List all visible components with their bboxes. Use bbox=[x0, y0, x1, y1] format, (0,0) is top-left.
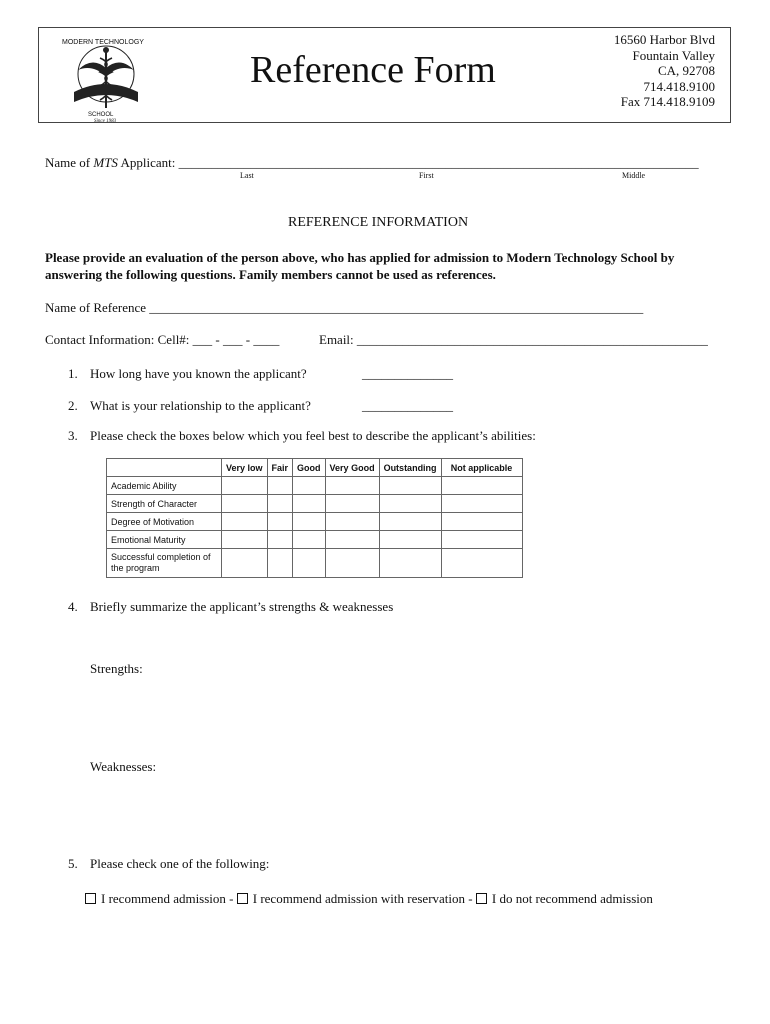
rating-cell[interactable] bbox=[441, 513, 522, 531]
row-label: Academic Ability bbox=[107, 477, 222, 495]
question-4-number: 4. bbox=[68, 599, 78, 614]
rating-cell[interactable] bbox=[379, 513, 441, 531]
svg-text:SCHOOL: SCHOOL bbox=[88, 112, 114, 118]
cell-field[interactable]: Contact Information: Cell#: ___ - ___ - ____ bbox=[45, 332, 280, 347]
table-row bbox=[107, 495, 523, 513]
table-row bbox=[107, 531, 523, 549]
recommend-label: I recommend admission - bbox=[101, 891, 237, 906]
table-row bbox=[107, 549, 523, 578]
middle-sublabel: Middle bbox=[622, 171, 646, 180]
col-very-low: Very low bbox=[222, 459, 268, 477]
svg-text:MODERN TECHNOLOGY: MODERN TECHNOLOGY bbox=[62, 39, 144, 46]
question-1-number: 1. bbox=[68, 366, 78, 381]
email-field[interactable]: Email: ______________________________________________________ bbox=[319, 332, 708, 347]
rating-cell[interactable] bbox=[379, 477, 441, 495]
col-outstanding: Outstanding bbox=[379, 459, 441, 477]
rating-cell[interactable] bbox=[267, 549, 293, 578]
rating-cell[interactable] bbox=[222, 513, 268, 531]
rating-cell[interactable] bbox=[441, 477, 522, 495]
rating-cell[interactable] bbox=[293, 477, 326, 495]
rating-cell[interactable] bbox=[325, 513, 379, 531]
strengths-label: Strengths: bbox=[90, 661, 143, 676]
table-row bbox=[107, 513, 523, 531]
recommend-reservation-label: I recommend admission with reservation - bbox=[252, 891, 476, 906]
rating-cell[interactable] bbox=[222, 531, 268, 549]
question-1-answer[interactable]: ______________ bbox=[362, 366, 453, 381]
col-good: Good bbox=[293, 459, 326, 477]
rating-cell[interactable] bbox=[222, 495, 268, 513]
school-logo bbox=[58, 30, 154, 122]
row-label: Emotional Maturity bbox=[107, 531, 222, 549]
col-not-applicable: Not applicable bbox=[441, 459, 522, 477]
rating-cell[interactable] bbox=[325, 495, 379, 513]
question-2-answer[interactable]: ______________ bbox=[362, 398, 453, 413]
question-3-text: Please check the boxes below which you feel best to describe the applicant’s abilities: bbox=[90, 428, 536, 443]
instructions-line-2: answering the following questions. Family members cannot be used as references. bbox=[45, 267, 496, 282]
abilities-table bbox=[106, 458, 523, 578]
col-fair: Fair bbox=[267, 459, 293, 477]
question-2-number: 2. bbox=[68, 398, 78, 413]
rating-cell[interactable] bbox=[441, 549, 522, 578]
rating-cell[interactable] bbox=[379, 531, 441, 549]
rating-cell[interactable] bbox=[267, 495, 293, 513]
last-sublabel: Last bbox=[240, 171, 254, 180]
form-title: Reference Form bbox=[250, 49, 496, 91]
first-sublabel: First bbox=[419, 171, 434, 180]
rating-cell[interactable] bbox=[325, 549, 379, 578]
rating-cell[interactable] bbox=[222, 549, 268, 578]
rating-cell[interactable] bbox=[267, 531, 293, 549]
row-label: Successful completion of the program bbox=[107, 549, 222, 578]
rating-cell[interactable] bbox=[293, 549, 326, 578]
applicant-name-field[interactable]: Name of MTS Applicant: ________________________________________________________________________________ bbox=[45, 155, 699, 170]
school-address: 16560 Harbor Blvd Fountain Valley CA, 92708 714.418.9100 Fax 714.418.9109 bbox=[613, 32, 715, 109]
rating-cell[interactable] bbox=[325, 477, 379, 495]
svg-text:Since 1983: Since 1983 bbox=[94, 119, 117, 122]
question-3-number: 3. bbox=[68, 428, 78, 443]
rating-cell[interactable] bbox=[441, 495, 522, 513]
question-5-text: Please check one of the following: bbox=[90, 856, 270, 871]
question-1-text: How long have you known the applicant? bbox=[90, 366, 307, 381]
rating-cell[interactable] bbox=[293, 495, 326, 513]
section-title: REFERENCE INFORMATION bbox=[288, 215, 469, 230]
row-label: Strength of Character bbox=[107, 495, 222, 513]
rating-cell[interactable] bbox=[293, 513, 326, 531]
not-recommend-checkbox[interactable] bbox=[476, 893, 487, 904]
table-corner bbox=[107, 459, 222, 477]
recommend-reservation-checkbox[interactable] bbox=[237, 893, 248, 904]
question-4-text: Briefly summarize the applicant’s strengths & weaknesses bbox=[90, 599, 394, 614]
question-2-text: What is your relationship to the applicant? bbox=[90, 398, 311, 413]
instructions-line-1: Please provide an evaluation of the person above, who has applied for admission to Modern Technology School by bbox=[45, 250, 675, 265]
rating-cell[interactable] bbox=[222, 477, 268, 495]
rating-cell[interactable] bbox=[325, 531, 379, 549]
rating-cell[interactable] bbox=[293, 531, 326, 549]
question-5-number: 5. bbox=[68, 856, 78, 871]
table-row bbox=[107, 477, 523, 495]
not-recommend-label: I do not recommend admission bbox=[491, 891, 653, 906]
rating-cell[interactable] bbox=[379, 549, 441, 578]
rating-cell[interactable] bbox=[441, 531, 522, 549]
recommendation-options bbox=[85, 891, 653, 907]
rating-cell[interactable] bbox=[267, 477, 293, 495]
reference-name-field[interactable]: Name of Reference ____________________________________________________________________________ bbox=[45, 300, 644, 315]
weaknesses-label: Weaknesses: bbox=[90, 759, 157, 774]
rating-cell[interactable] bbox=[379, 495, 441, 513]
row-label: Degree of Motivation bbox=[107, 513, 222, 531]
recommend-checkbox[interactable] bbox=[85, 893, 96, 904]
rating-cell[interactable] bbox=[267, 513, 293, 531]
col-very-good: Very Good bbox=[325, 459, 379, 477]
